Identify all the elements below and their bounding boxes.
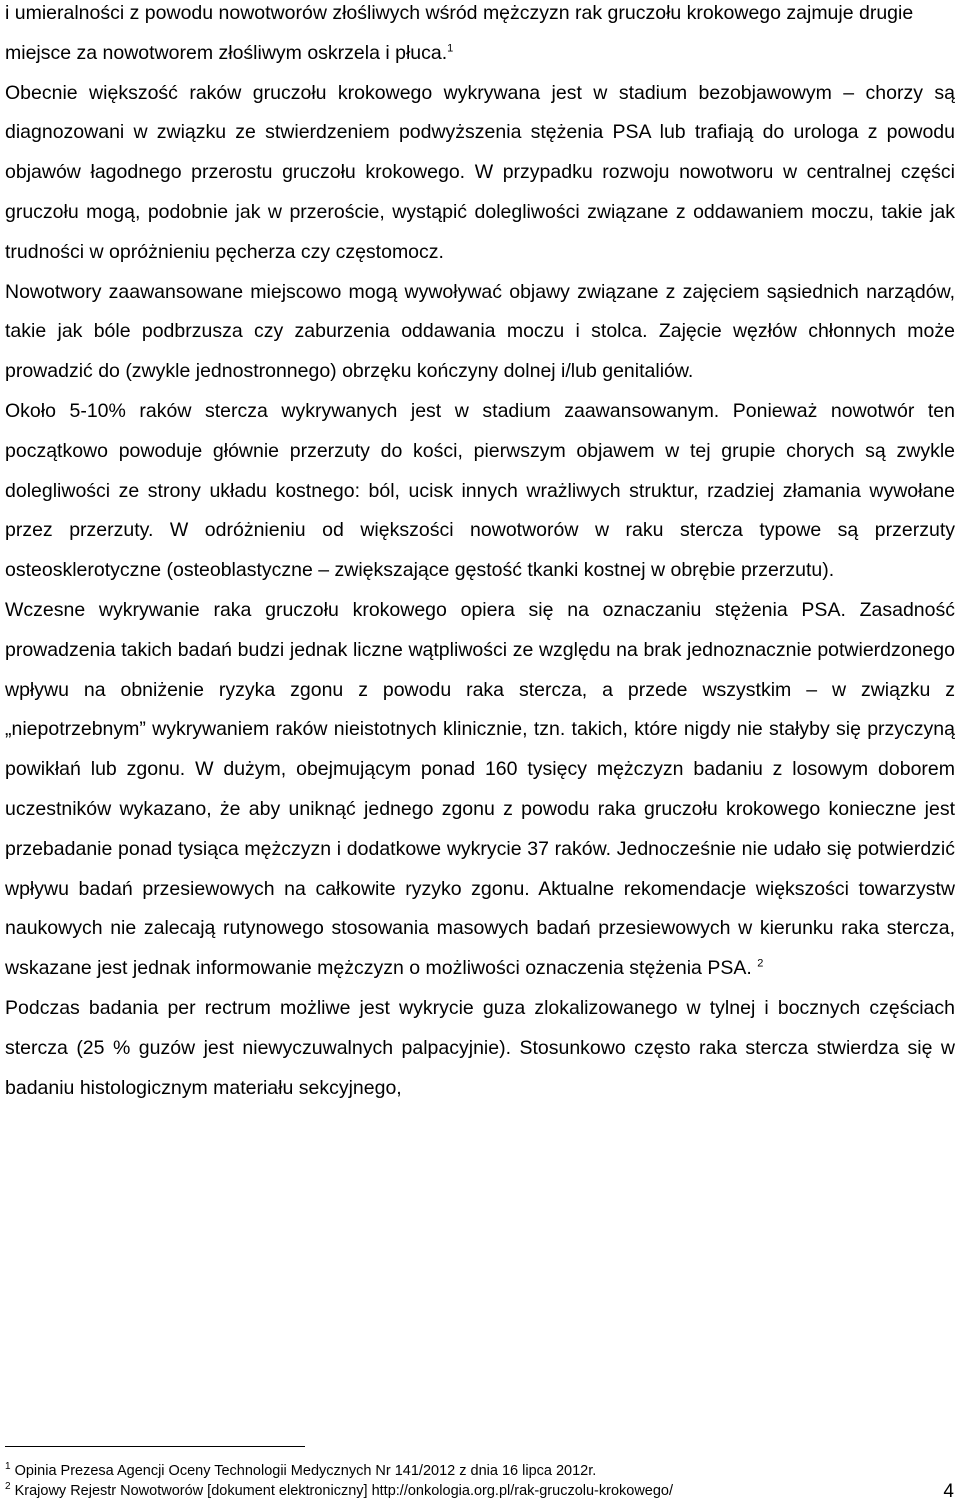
footnote-2	[5, 1481, 955, 1501]
paragraph-6	[5, 989, 955, 1108]
paragraph-text: i umieralności z powodu nowotworów złośliwych wśród mężczyzn rak gruczołu krokowego zajmuje drugie miejsce za nowotworem złośliwym oskrzela i płuca.	[5, 2, 914, 64]
paragraph-2	[5, 74, 955, 273]
footnote-number: 1	[5, 1461, 11, 1473]
footnote-1	[5, 1461, 955, 1481]
paragraph-5	[5, 591, 955, 989]
footnote-number: 2	[5, 1481, 11, 1493]
paragraph-text: Podczas badania per rectrum możliwe jest wykrycie guza zlokalizowanego w tylnej i bocznych częściach stercza (25 % guzów jest niewyczuwalnych palpacyjnie). Stosunkowo często raka stercza stwierdza się w badaniu histologicznym materiału sekcyjnego,	[5, 996, 955, 1099]
page-number: 4	[943, 1481, 954, 1502]
body-text	[5, 0, 955, 1108]
paragraph-text: Wczesne wykrywanie raka gruczołu krokowego opiera się na oznaczaniu stężenia PSA. Zasadność prowadzenia takich badań budzi jednak liczne wątpliwości ze względu na brak jednoznacznie potwierdzonego wpływu na obniżenie ryzyka zgonu z powodu raka stercza, a przede wszystkim – w związku z „niepotrzebnym” wykrywaniem raków nieistotnych klinicznie, tzn. takich, które nigdy nie stałyby się przyczyną powikłań lub zgonu. W dużym, obejmującym ponad 160 tysięcy mężczyzn badaniu z losowym doborem uczestników wykazano, że aby uniknąć jednego zgonu z powodu raka gruczołu krokowego konieczne jest przebadanie ponad tysiąca mężczyzn i dodatkowe wykrycie 37 raków. Jednocześnie nie udało się potwierdzić wpływu badań przesiewowych na całkowite ryzyko zgonu. Aktualne rekomendacje większości towarzystw naukowych nie zalecają rutynowego stosowania masowych badań przesiewowych w kierunku raka stercza, wskazane jest jednak informowanie mężczyzn o możliwości oznaczenia stężenia PSA.	[5, 598, 955, 980]
footnote-text: Krajowy Rejestr Nowotworów [dokument elektroniczny] http://onkologia.org.pl/rak-gruczolu-krokowego/	[14, 1483, 674, 1499]
paragraph-1	[5, 0, 955, 74]
paragraph-3	[5, 273, 955, 392]
footnote-text: Opinia Prezesa Agencji Oceny Technologii Medycznych Nr 141/2012 z dnia 16 lipca 2012r.	[14, 1463, 597, 1479]
paragraph-text: Obecnie większość raków gruczołu krokowego wykrywana jest w stadium bezobjawowym – chorzy są diagnozowani w związku ze stwierdzeniem podwyższenia stężenia PSA lub trafiają do urologa z powodu objawów łagodnego przerostu gruczołu krokowego. W przypadku rozwoju nowotworu w centralnej części gruczołu mogą, podobnie jak w przeroście, wystąpić dolegliwości związane z oddawaniem moczu, takie jak trudności w opróżnieniu pęcherza czy częstomocz.	[5, 81, 955, 263]
footnote-reference: 2	[757, 957, 764, 970]
footnote-reference: 1	[447, 42, 454, 55]
paragraph-text: Około 5-10% raków stercza wykrywanych jest w stadium zaawansowanym. Ponieważ nowotwór ten początkowo powoduje głównie przerzuty do kości, pierwszym objawem w tej grupie chorych są zwykle dolegliwości ze strony układu kostnego: ból, ucisk innych wrażliwych struktur, rzadziej złamania wywołane przez przerzuty. W odróżnieniu od większości nowotworów w raku stercza typowe są przerzuty osteosklerotyczne (osteoblastyczne – zwiększające gęstość tkanki kostnej w obrębie przerzutu).	[5, 399, 955, 582]
paragraph-4	[5, 392, 955, 591]
page-content	[5, 0, 955, 1108]
footnote-separator	[5, 1446, 305, 1447]
footnotes	[5, 1461, 955, 1501]
paragraph-text: Nowotwory zaawansowane miejscowo mogą wywoływać objawy związane z zajęciem sąsiednich narządów, takie jak bóle podbrzusza czy zaburzenia oddawania moczu i stolca. Zajęcie węzłów chłonnych może prowadzić do (zwykle jednostronnego) obrzęku kończyny dolnej i/lub genitaliów.	[5, 280, 955, 383]
